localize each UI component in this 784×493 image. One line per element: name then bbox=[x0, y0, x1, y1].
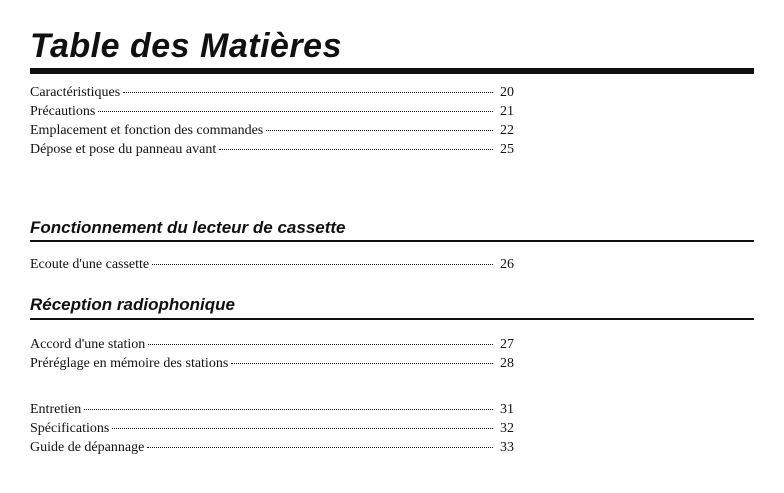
toc-entry-label: Entretien bbox=[30, 402, 82, 417]
toc-entry-label: Précautions bbox=[30, 104, 96, 119]
toc-entry-label: Guide de dépannage bbox=[30, 440, 145, 455]
leader-dots bbox=[231, 363, 493, 364]
toc-entry-page: 21 bbox=[500, 104, 514, 119]
section-rule bbox=[30, 240, 754, 242]
leader-dots bbox=[266, 130, 493, 131]
toc-entry-page: 22 bbox=[500, 123, 514, 138]
toc-entry[interactable] bbox=[30, 121, 514, 140]
toc-entry-page: 28 bbox=[500, 356, 514, 371]
toc-entry-label: Spécifications bbox=[30, 421, 110, 436]
title-rule bbox=[30, 68, 754, 74]
section-rule bbox=[30, 318, 754, 320]
toc-entry[interactable] bbox=[30, 400, 514, 419]
toc-entry-label: Ecoute d'une cassette bbox=[30, 257, 150, 272]
toc-entry[interactable] bbox=[30, 438, 514, 457]
section-heading-cassette: Fonctionnement du lecteur de cassette bbox=[30, 218, 346, 237]
toc-entry[interactable] bbox=[30, 419, 514, 438]
toc-entry-label: Emplacement et fonction des commandes bbox=[30, 123, 264, 138]
toc-entry-label: Préréglage en mémoire des stations bbox=[30, 356, 229, 371]
toc-entry-page: 27 bbox=[500, 337, 514, 352]
leader-dots bbox=[112, 428, 493, 429]
toc-entry-page: 31 bbox=[500, 402, 514, 417]
leader-dots bbox=[147, 447, 493, 448]
leader-dots bbox=[98, 111, 493, 112]
toc-entry-page: 32 bbox=[500, 421, 514, 436]
leader-dots bbox=[123, 92, 493, 93]
page-title: Table des Matières bbox=[30, 27, 342, 65]
toc-entry[interactable] bbox=[30, 83, 514, 102]
toc-entry-label: Caractéristiques bbox=[30, 85, 121, 100]
toc-entry-page: 20 bbox=[500, 85, 514, 100]
toc-entry[interactable] bbox=[30, 102, 514, 121]
leader-dots bbox=[152, 264, 493, 265]
toc-entry-label: Dépose et pose du panneau avant bbox=[30, 142, 217, 157]
leader-dots bbox=[148, 344, 493, 345]
toc-entry[interactable] bbox=[30, 255, 514, 274]
toc-entry-label: Accord d'une station bbox=[30, 337, 146, 352]
toc-list-cassette bbox=[30, 255, 514, 274]
toc-list-radio bbox=[30, 335, 514, 373]
section-heading-radio: Réception radiophonique bbox=[30, 295, 235, 314]
leader-dots bbox=[84, 409, 493, 410]
toc-entry[interactable] bbox=[30, 354, 514, 373]
toc-entry-page: 25 bbox=[500, 142, 514, 157]
toc-entry[interactable] bbox=[30, 140, 514, 159]
toc-entry[interactable] bbox=[30, 335, 514, 354]
leader-dots bbox=[219, 149, 493, 150]
toc-entry-page: 33 bbox=[500, 440, 514, 455]
toc-list-closing bbox=[30, 400, 514, 457]
toc-entry-page: 26 bbox=[500, 257, 514, 272]
toc-list-intro bbox=[30, 83, 514, 159]
